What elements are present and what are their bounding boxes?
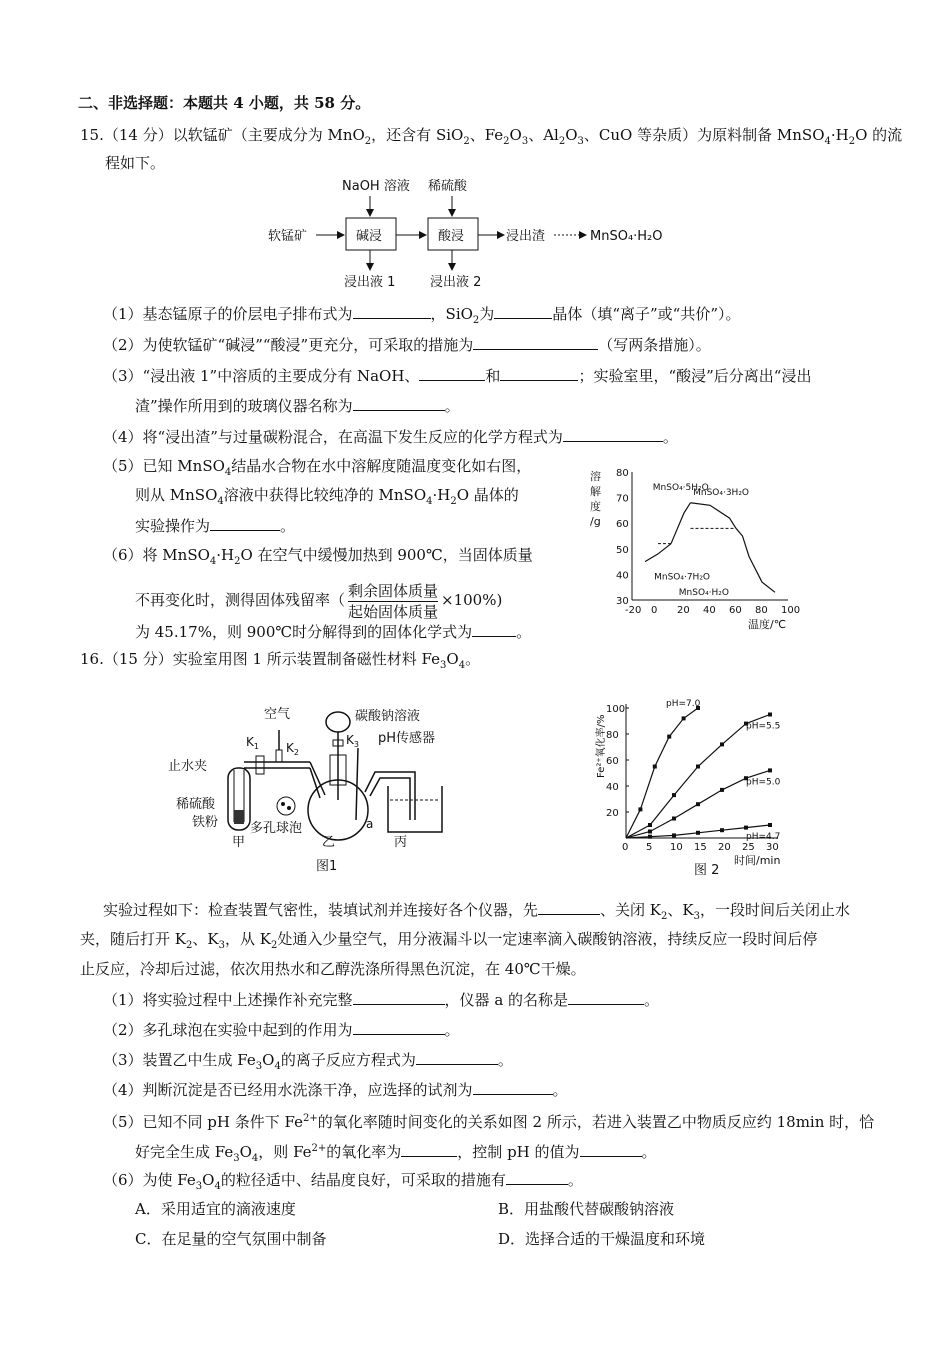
chart2-point (696, 831, 700, 835)
q15-6-line2: 不再变化时，测得固体残留率（ $\frac{\text{剩余固体质量}}{\text{起始固体质量}}$ ×100%) (135, 581, 503, 621)
q15-4: （4）将“浸出渣”与过量碳粉混合，在高温下发生反应的化学方程式为 。 (103, 425, 678, 448)
fig1-reagent: 碳酸钠溶液 (355, 709, 421, 724)
q16-para-3: 止反应，冷却后过滤，依次用热水和乙醇洗涤所得黑色沉淀，在 40℃干燥。 (80, 960, 586, 978)
q16-3: （3）装置乙中生成 $Fe_3O_4$的离子反应方程式为 。 (103, 1048, 513, 1078)
chart2-series-label: pH=4.7 (746, 832, 781, 842)
chart1-xtick: -20 (625, 605, 642, 616)
valve-k1 (256, 756, 264, 774)
q15-5-line2: 则从 MnSO$_4$溶液中获得比较纯净的 $MnSO_4\cdot H_2O$ 晶体的 (135, 486, 519, 507)
q15-5-line3: 实验操作为 。 (135, 514, 295, 537)
chart2-xtick: 10 (670, 842, 683, 853)
chart1-ytick: 60 (616, 519, 629, 531)
chart1-ytick: 30 (616, 596, 629, 607)
q16-4: （4）判断沉淀是否已经用水洗涤干净，应选择的试剂为 。 (103, 1078, 568, 1101)
fig1-a: a (366, 817, 374, 831)
chart1-series-line (645, 544, 671, 562)
q15-3-line2: 渣”操作所用到的玻璃仪器名称为 。 (135, 394, 460, 417)
chart2-xtick: 20 (718, 842, 731, 853)
flow-out1: 浸出液 1 (344, 275, 396, 290)
apparatus-figure (160, 700, 460, 875)
chart1-series-line (691, 503, 737, 529)
chart2-point (768, 768, 772, 772)
chart2-point (768, 713, 772, 717)
chart1-ylabel-char: 解 (590, 485, 601, 498)
fig1-bulb: 多孔球泡 (250, 821, 303, 836)
valve-k2 (276, 750, 282, 762)
chart2-point (648, 835, 652, 839)
chart1-xtick: 20 (677, 605, 690, 616)
chart2-ytick: 60 (606, 756, 619, 767)
q16-para-2: 夹，随后打开 $K_2$、$K_3$，从 $K_2$处通入少量空气，用分液漏斗以一定速率滴入碳酸钠溶液，持续反应一段时间后停 (80, 930, 818, 951)
q15-intro: 15.（14 分）以软锰矿（主要成分为 MnO$_2$，还含有 SiO$_2$、$Fe_2O_3$、$Al_2O_3$、CuO 等杂质）为原料制备 $MnSO_4\cdot H_2O$ 的流 (80, 126, 903, 147)
q16-2: （2）多孔球泡在实验中起到的作用为 。 (103, 1018, 460, 1041)
ph-sensor (356, 748, 358, 820)
fig1-acid: 稀硫酸 (176, 797, 216, 812)
chart2-ytick: 80 (606, 730, 619, 741)
q15-2: （2）为使软锰矿“碱浸”“酸浸”更充分，可采取的措施为 （写两条措施）。 (103, 333, 711, 356)
chart2-point (720, 742, 724, 746)
q16-5-line2: 好完全生成 $Fe_3O_4$，则 $Fe^{2+}$的氧化率为 ，控制 pH 的值为 。 (135, 1138, 657, 1170)
option-a: A．采用适宜的滴液速度 (135, 1200, 296, 1218)
q16-intro: 16.（15 分）实验室用图 1 所示装置制备磁性材料 $Fe_3O_4$。 (80, 650, 481, 671)
chart1-xtick: 40 (703, 605, 716, 616)
chart2-series-line (626, 715, 770, 839)
chart2-ytick: 100 (606, 704, 626, 715)
option-d: D．选择合适的干燥温度和环境 (498, 1230, 706, 1248)
chart1-ylabel-char: 度 (590, 500, 601, 513)
chart1-series-line (736, 528, 775, 592)
fig1-yi: 乙 (322, 835, 336, 850)
chart2-point (638, 807, 642, 811)
q15-6: （6）将 $MnSO_4\cdot H_2O$ 在空气中缓慢加热到 900℃，当固体质量 (103, 546, 533, 567)
q15-5: （5）已知 MnSO$_4$结晶水合物在水中溶解度随温度变化如右图， (103, 457, 532, 478)
fig1-iron: 铁粉 (192, 815, 219, 830)
q16-6: （6）为使 $Fe_3O_4$的粒径适中、结晶度良好，可采取的措施有 。 (103, 1168, 583, 1198)
fig1-k2: $K_2$ (286, 741, 299, 757)
chart1-xtick: 60 (729, 605, 742, 616)
chart2-point (648, 823, 652, 827)
chart2-xtick: 25 (742, 842, 755, 853)
q15-intro-line2: 程如下。 (105, 154, 166, 172)
option-b: B．用盐酸代替碳酸钠溶液 (498, 1200, 675, 1218)
flow-step2: 酸浸 (438, 229, 465, 244)
porous-bulb (277, 797, 295, 815)
chart1-xtick: 100 (781, 605, 801, 616)
fig1-sensor: pH传感器 (378, 731, 436, 746)
chart2-caption: 图 2 (694, 863, 720, 878)
q16-1: （1）将实验过程中上述操作补充完整 ，仪器 a 的名称是 。 (103, 988, 659, 1011)
chart2-point (682, 716, 686, 720)
flow-product: MnSO₄·H₂O (590, 229, 663, 244)
oxidation-chart (590, 698, 810, 880)
flow-residue: 浸出渣 (506, 229, 546, 244)
chart2-point (672, 817, 676, 821)
separatory-funnel (326, 712, 350, 732)
chart1-ylabel-char: 溶 (590, 470, 601, 483)
chart2-ytick: 20 (606, 808, 619, 819)
fig1-k1: $K_1$ (246, 735, 259, 751)
chart1-series-label: MnSO₄·7H₂O (654, 572, 711, 583)
chart2-xtick: 5 (646, 842, 653, 853)
fig1-clamp: 止水夹 (168, 759, 208, 774)
fig1-caption: 图1 (316, 859, 338, 874)
flow-step1: 碱浸 (356, 229, 383, 244)
chart2-series-label: pH=7.0 (666, 699, 701, 709)
chart2-point (648, 830, 652, 834)
chart1-ytick: 80 (616, 468, 629, 479)
chart2-series-label: pH=5.0 (746, 777, 781, 788)
q15-3: （3）“浸出液 1”中溶质的主要成分有 NaOH、 和 ；实验室里，“酸浸”后分离出“浸出 (103, 364, 811, 387)
chart2-point (672, 833, 676, 837)
chart1-ytick: 50 (616, 544, 629, 556)
chart2-point (720, 828, 724, 832)
chart2-point (653, 765, 657, 769)
flow-reagent2: 稀硫酸 (428, 179, 468, 194)
chart1-series-label: MnSO₄·H₂O (678, 587, 730, 598)
chart1-series-label: MnSO₄·5H₂O (652, 482, 709, 493)
fig1-air: 空气 (264, 707, 291, 722)
fig1-bing: 丙 (394, 835, 408, 850)
chart2-point (667, 735, 671, 739)
chart2-xtick: 15 (694, 842, 707, 853)
chart2-point (696, 765, 700, 769)
chart1-xtick: 0 (651, 605, 658, 616)
flow-out2: 浸出液 2 (430, 275, 482, 290)
flow-diagram (250, 168, 700, 296)
chart2-point (672, 793, 676, 797)
section-title: 二、非选择题：本题共 4 小题，共 58 分。 (78, 94, 371, 112)
chart2-ylabel: Fe²⁺氧化率/% (596, 714, 607, 778)
chart2-xtick: 30 (766, 842, 779, 853)
chart1-series-label: MnSO₄·3H₂O (693, 488, 750, 499)
chart1-xlabel: 温度/℃ (748, 618, 787, 631)
flow-reagent1: NaOH 溶液 (342, 179, 410, 194)
chart2-xlabel: 时间/min (734, 854, 781, 867)
q15-6-line3: 为 45.17%，则 900℃时分解得到的固体化学式为 。 (135, 620, 531, 643)
chart2-point (744, 826, 748, 830)
q15-1: （1）基态锰原子的价层电子排布式为 ，SiO$_2$为 晶体（填“离子”或“共价”）。 (103, 302, 741, 332)
chart2-xtick: 0 (622, 842, 629, 853)
chart1-xtick: 80 (755, 605, 768, 616)
chart1-series-line (671, 503, 691, 544)
chart2-point (768, 823, 772, 827)
residue-fraction: $\frac{\text{剩余固体质量}}{\text{起始固体质量}}$ (348, 581, 439, 621)
fig1-k3: $K_3$ (346, 733, 359, 749)
chart2-ytick: 40 (606, 782, 619, 793)
chart2-point (720, 788, 724, 792)
fig1-jia: 甲 (232, 835, 246, 850)
chart2-series-line (626, 708, 698, 838)
chart2-point (696, 802, 700, 806)
q16-5: （5）已知不同 pH 条件下 $Fe^{2+}$的氧化率随时间变化的关系如图 2 所示，若进入装置乙中物质反应约 18min 时，恰 (103, 1113, 875, 1131)
flow-start: 软锰矿 (268, 229, 308, 244)
option-c: C．在足量的空气氛围中制备 (135, 1230, 327, 1248)
solubility-chart (588, 460, 818, 640)
q16-para-1: 实验过程如下：检查装置气密性，装填试剂并连接好各个仪器，先 、关闭 $K_2$、$K_3$，一段时间后关闭止水 (103, 898, 850, 928)
chart2-series-label: pH=5.5 (746, 721, 781, 732)
iron-powder (234, 810, 244, 824)
chart1-ytick: 70 (616, 493, 629, 505)
chart1-ytick: 40 (616, 570, 629, 582)
chart1-ylabel-char: /g (590, 515, 601, 528)
